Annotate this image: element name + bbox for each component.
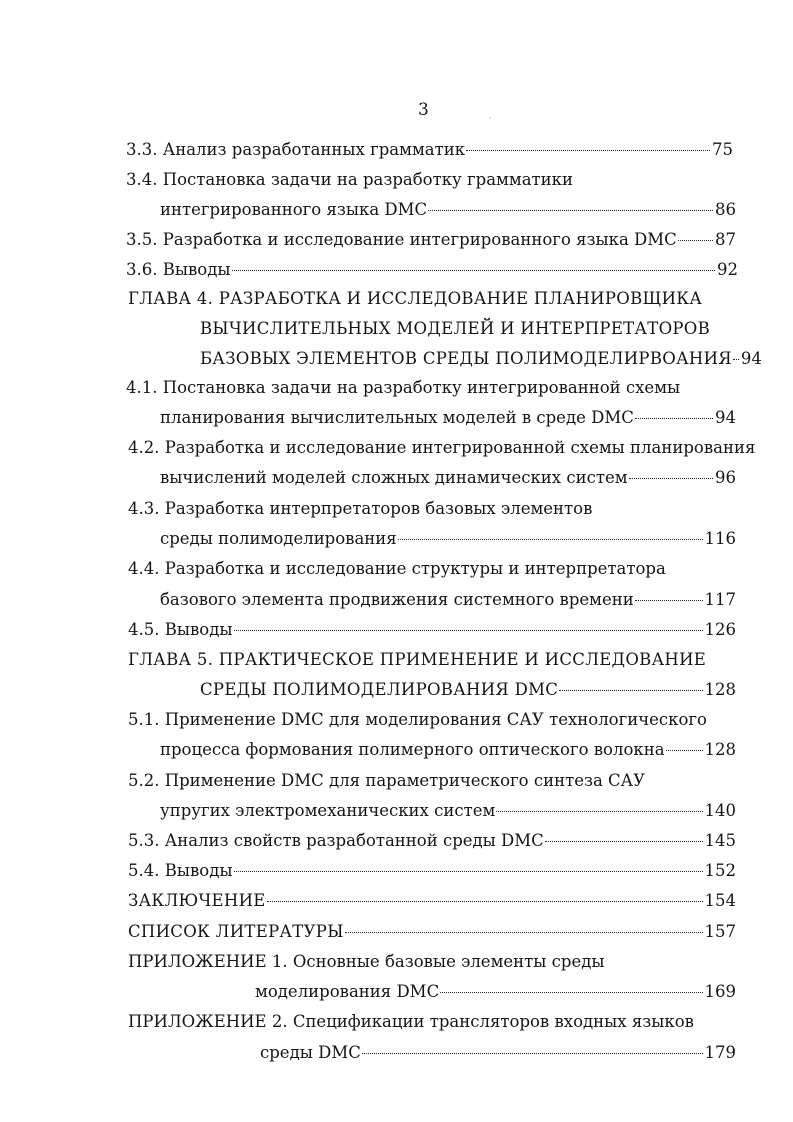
toc-line [160,589,736,611]
toc-line-page: 87 [715,230,736,249]
toc-line-text: среды полимоделирования [160,529,397,548]
toc-line-text: ГЛАВА 5. ПРАКТИЧЕСКОЕ ПРИМЕНЕНИЕ И ИССЛЕДОВАНИЕ [128,650,707,669]
toc-line [126,169,573,191]
toc-line-text: 5.4. Выводы [128,861,233,880]
toc-line-text: планирования вычислительных моделей в среде DMC [160,408,634,427]
toc-line-text: вычислений моделей сложных динамических систем [160,468,628,487]
toc-line-page: 117 [704,590,736,609]
dot-leader [559,689,702,691]
dot-leader [267,900,703,902]
toc-line [160,739,736,761]
scan-speck: · [489,114,492,123]
toc-line-page: 128 [704,740,736,759]
toc-line-page: 140 [704,801,736,820]
toc-line-text: 4.4. Разработка и исследование структуры и интерпретатора [128,559,666,578]
toc-line-text: СПИСОК ЛИТЕРАТУРЫ [128,922,344,941]
dot-leader [733,358,739,360]
toc-line [128,558,666,580]
dot-leader [635,417,713,419]
toc-line [128,860,736,882]
toc-line [126,377,681,399]
toc-line-text: 3.6. Выводы [126,260,231,279]
toc-line-text: СРЕДЫ ПОЛИМОДЕЛИРОВАНИЯ DMC [200,680,559,699]
dot-leader [232,269,715,271]
dot-leader [362,1052,703,1054]
toc-line-text: процесса формования полимерного оптического волокна [160,740,665,759]
toc-line [160,199,736,221]
toc-line-page: 157 [704,922,736,941]
toc-line [128,770,646,792]
dot-leader [629,477,713,479]
toc-line-text: 3.3. Анализ разработанных грамматик [126,140,466,159]
toc-line-page: 116 [704,529,736,548]
toc-line-page: 86 [715,200,736,219]
dot-leader [496,810,702,812]
toc-line [126,229,736,251]
toc-line [128,709,707,731]
toc-line-text: БАЗОВЫХ ЭЛЕМЕНТОВ СРЕДЫ ПОЛИМОДЕЛИРВОАНИЯ [200,349,732,368]
toc-line [160,467,736,489]
dot-leader [345,931,703,933]
toc-line-text: 3.4. Постановка задачи на разработку грамматики [126,170,573,189]
dot-leader [678,239,713,241]
toc-line [128,951,605,973]
toc-line [128,890,736,912]
toc-line [126,259,738,281]
page-number: 3 [418,100,429,120]
dot-leader [466,149,710,151]
toc-line-text: ЗАКЛЮЧЕНИЕ [128,891,266,910]
dot-leader [545,840,703,842]
toc-line [160,800,736,822]
toc-line-text: моделирования DMC [255,982,440,1001]
dot-leader [428,209,713,211]
toc-line-page: 152 [704,861,736,880]
toc-line-page: 96 [715,468,736,487]
toc-line [200,679,736,701]
toc-line-page: 169 [704,982,736,1001]
toc-line-page: 92 [717,260,738,279]
toc-line-text: ВЫЧИСЛИТЕЛЬНЫХ МОДЕЛЕЙ И ИНТЕРПРЕТАТОРОВ [200,319,711,338]
toc-line [200,348,762,370]
toc-line-text: ПРИЛОЖЕНИЕ 2. Спецификации трансляторов входных языков [128,1012,694,1031]
toc-line-text: ПРИЛОЖЕНИЕ 1. Основные базовые элементы среды [128,952,605,971]
dot-leader [398,538,703,540]
toc-line-text: 4.3. Разработка интерпретаторов базовых элементов [128,499,593,518]
toc-line-text: 3.5. Разработка и исследование интегрированного языка DMC [126,230,677,249]
toc-line-text: ГЛАВА 4. РАЗРАБОТКА И ИССЛЕДОВАНИЕ ПЛАНИРОВЩИКА [128,289,703,308]
toc-line-text: 4.2. Разработка и исследование интегрированной схемы планирования [128,438,756,457]
toc-line [128,619,736,641]
dot-leader [666,749,703,751]
dot-leader [440,991,702,993]
toc-line-text: базового элемента продвижения системного времени [160,590,634,609]
toc-line [160,407,736,429]
toc-line-page: 145 [704,831,736,850]
toc-line [255,981,736,1003]
dot-leader [234,870,703,872]
toc-line-text: упругих электромеханических систем [160,801,496,820]
toc-line [128,498,593,520]
toc-line-page: 179 [704,1043,736,1062]
toc-line-text: 4.5. Выводы [128,620,233,639]
dot-leader [234,629,703,631]
toc-line [200,318,711,340]
toc-line [260,1042,736,1064]
toc-line [160,528,736,550]
toc-line-page: 128 [704,680,736,699]
toc-line-text: 5.1. Применение DMC для моделирования САУ технологического [128,710,707,729]
toc-line-page: 94 [715,408,736,427]
toc-line-text: среды DMC [260,1043,361,1062]
toc-line-text: 5.3. Анализ свойств разработанной среды DMC [128,831,544,850]
toc-line-text: 4.1. Постановка задачи на разработку интегрированной схемы [126,378,681,397]
toc-line [128,649,707,671]
toc-line [128,921,736,943]
toc-line-page: 154 [704,891,736,910]
toc-line [128,830,736,852]
toc-line [128,437,756,459]
toc-line-text: интегрированного языка DMC [160,200,428,219]
toc-line-text: 5.2. Применение DMC для параметрического синтеза САУ [128,771,646,790]
toc-line [128,1011,694,1033]
toc-line-page: 126 [704,620,736,639]
toc-line-page: 94 [740,349,762,368]
toc-line [128,288,703,310]
toc-line [126,139,733,161]
dot-leader [635,599,703,601]
toc-line-page: 75 [712,140,733,159]
